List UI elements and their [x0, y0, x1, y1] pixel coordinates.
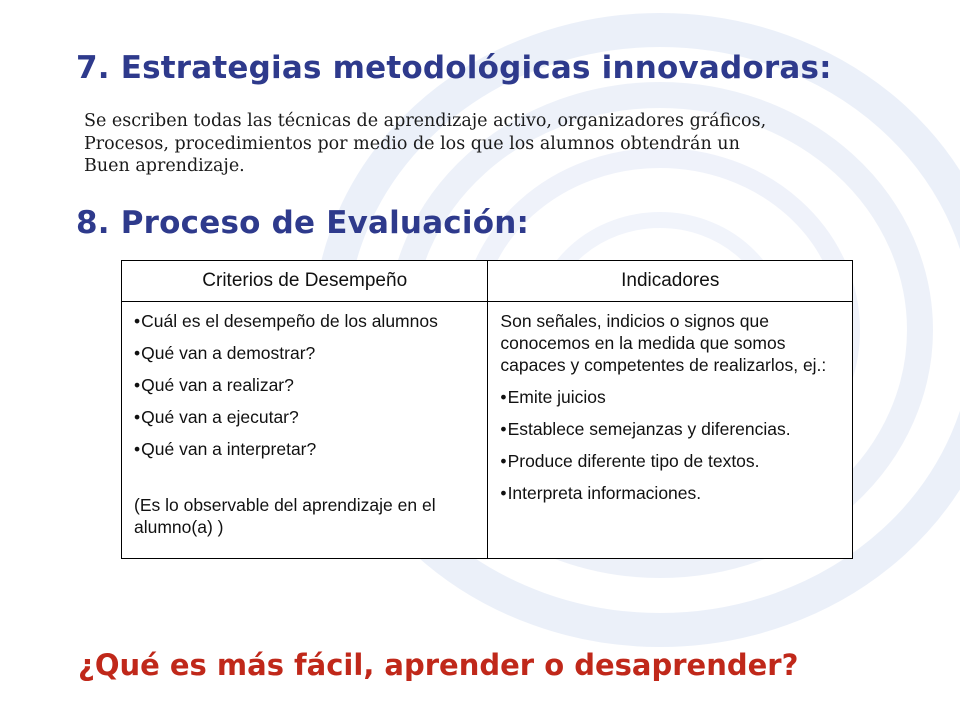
- criterios-note: (Es lo observable del aprendizaje en el alumno(a) ): [134, 495, 436, 537]
- header-indicadores: Indicadores: [488, 261, 853, 302]
- description-line: Buen aprendizaje.: [84, 156, 245, 176]
- evaluation-table: [121, 260, 853, 559]
- criterios-cell: [122, 302, 488, 559]
- list-item: •Cuál es el desempeño de los alumnos: [134, 311, 438, 331]
- list-item: •Qué van a demostrar?: [134, 343, 316, 363]
- list-item: •Interpreta informaciones.: [500, 483, 702, 503]
- list-item: •Establece semejanzas y diferencias.: [500, 419, 791, 439]
- section-7-description: [84, 110, 914, 178]
- table-header-row: [122, 261, 853, 302]
- section-7-title: 7. Estrategias metodológicas innovadoras:: [76, 50, 832, 86]
- description-line: Procesos, procedimientos por medio de los que los alumnos obtendrán un: [84, 133, 740, 154]
- list-item: •Qué van a interpretar?: [134, 439, 317, 459]
- list-item: •Qué van a realizar?: [134, 375, 294, 395]
- list-item: •Qué van a ejecutar?: [134, 407, 299, 427]
- list-item: •Produce diferente tipo de textos.: [500, 451, 760, 471]
- list-item: •Emite juicios: [500, 387, 606, 407]
- indicadores-intro: Son señales, indicios o signos que conocemos en la medida que somos capaces y competentes de realizarlos, ej.:: [500, 311, 827, 375]
- header-criterios: Criterios de Desempeño: [122, 261, 488, 302]
- section-8-title: 8. Proceso de Evaluación:: [76, 205, 530, 241]
- description-line: Se escriben todas las técnicas de aprendizaje activo, organizadores gráficos,: [84, 111, 767, 131]
- indicadores-cell: [488, 302, 853, 559]
- closing-question: ¿Qué es más fácil, aprender o desaprender?: [78, 648, 799, 682]
- table-row: [122, 302, 853, 559]
